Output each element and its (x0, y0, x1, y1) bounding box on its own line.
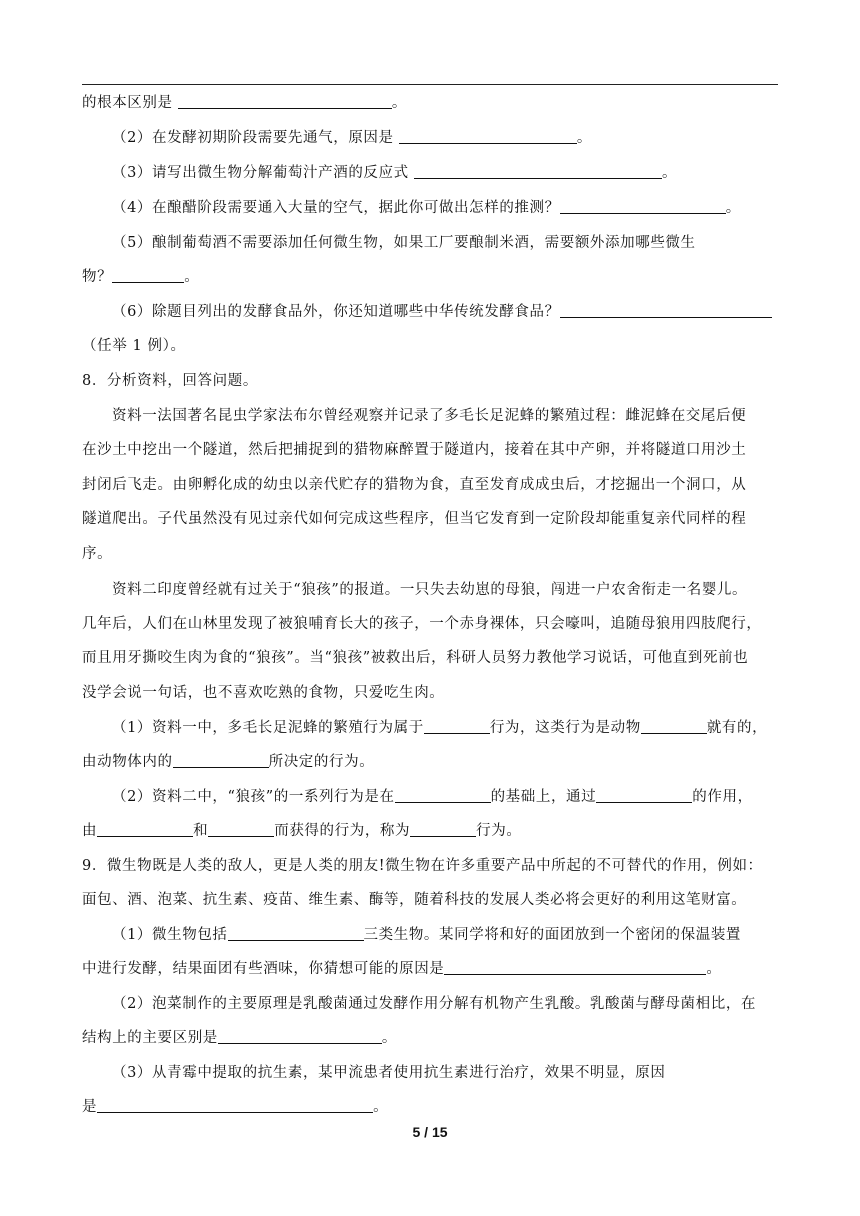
text-line: 序。 (82, 546, 113, 562)
answer-blank[interactable] (208, 822, 274, 837)
text-line: 资料二印度曾经就有过关于“狼孩”的报道。一只失去幼崽的母狼，闯进一户农舍衔走一名婴儿。 (112, 582, 748, 598)
text-line: （2）在发酵初期阶段需要先通气，原因是 。 (112, 130, 592, 146)
question-9-heading: 9．微生物既是人类的敌人，更是人类的朋友!微生物在许多重要产品中所起的不可替代的作用，例如： (82, 858, 763, 874)
text-line: 资料一法国著名昆虫学家法布尔曾经观察并记录了多毛长足泥蜂的繁殖过程：雌泥蜂在交尾后便 (112, 408, 747, 424)
text-line: （任举 1 例）。 (82, 338, 186, 354)
answer-blank[interactable] (560, 199, 726, 214)
answer-blank[interactable] (399, 129, 577, 144)
text-line: 而且用牙撕咬生肉为食的“狼孩”。当“狼孩”被救出后，科研人员努力教他学习说话，可他直到死前也 (82, 650, 749, 666)
text-line: 中进行发酵，结果面团有些酒味，你猜想可能的原因是 。 (82, 961, 722, 977)
answer-blank[interactable] (560, 303, 772, 318)
text-line: （1）资料一中，多毛长足泥蜂的繁殖行为属于 行为，这类行为是动物 就有的， (112, 720, 768, 736)
answer-blank[interactable] (444, 960, 706, 975)
answer-blank[interactable] (410, 822, 476, 837)
text-line: 在沙土中挖出一个隧道，然后把捕捉到的猎物麻醉置于隧道内，接着在其中产卵，并将隧道口用沙土 (82, 442, 747, 458)
text-line: 物？ 。 (82, 269, 200, 285)
answer-blank[interactable] (596, 788, 692, 803)
answer-blank[interactable] (173, 753, 269, 768)
text-line: （3）从青霉中提取的抗生素，某甲流患者使用抗生素进行治疗，效果不明显，原因 (112, 1065, 666, 1081)
text-line: 是 。 (82, 1099, 389, 1115)
answer-blank[interactable] (178, 94, 392, 109)
answer-blank[interactable] (641, 719, 707, 734)
text-line: 结构上的主要区别是 。 (82, 1030, 398, 1046)
text-line: （1）微生物包括 三类生物。某同学将和好的面团放到一个密闭的保温装置 (112, 927, 742, 943)
text-line: （4）在酿醋阶段需要通入大量的空气，据此你可做出怎样的推测？ 。 (112, 200, 741, 216)
text-line: 隧道爬出。子代虽然没有见过亲代如何完成这些程序，但当它发育到一定阶段却能重复亲代同样的程 (82, 511, 747, 527)
text-line: 没学会说一句话，也不喜欢吃熟的食物，只爱吃生肉。 (82, 685, 445, 701)
text-line: 由动物体内的 所决定的行为。 (82, 754, 375, 770)
text-line: 几年后，人们在山林里发现了被狼哺育长大的孩子，一个赤身裸体，只会嚎叫，追随母狼用四肢爬行， (82, 616, 762, 632)
text-line: 的根本区别是 。 (82, 95, 407, 111)
text-line: （2）资料二中，“狼孩”的一系列行为是在 的基础上，通过 的作用， (112, 789, 753, 805)
text-line: 封闭后飞走。由卵孵化成的幼虫以亲代贮存的猎物为食，直至发育成成虫后，才挖掘出一个洞口，从 (82, 477, 747, 493)
text-line: （6）除题目列出的发酵食品外，你还知道哪些中华传统发酵食品？ (112, 302, 812, 322)
question-8-heading: 8．分析资料，回答问题。 (82, 373, 258, 389)
answer-blank[interactable] (414, 164, 662, 179)
text-line: （5）酿制葡萄酒不需要添加任何微生物，如果工厂要酿制米酒，需要额外添加哪些微生 (112, 235, 696, 251)
answer-blank[interactable] (97, 1098, 373, 1113)
header-rule (82, 84, 778, 85)
page-number: 5 / 15 (412, 1124, 448, 1140)
answer-blank[interactable] (112, 268, 184, 283)
answer-blank[interactable] (424, 719, 490, 734)
text-line: 面包、酒、泡菜、抗生素、疫苗、维生素、酶等，随着科技的发展人类必将会更好的利用这笔财富。 (82, 892, 747, 908)
answer-blank[interactable] (395, 788, 491, 803)
text-line: （2）泡菜制作的主要原理是乳酸菌通过发酵作用分解有机物产生乳酸。乳酸菌与酵母菌相比，在 (112, 996, 757, 1012)
text-line: （3）请写出微生物分解葡萄汁产酒的反应式 。 (112, 165, 678, 181)
answer-blank[interactable] (218, 1029, 382, 1044)
text-line: 由 和 而获得的行为，称为 行为。 (82, 823, 522, 839)
answer-blank[interactable] (97, 822, 193, 837)
answer-blank[interactable] (228, 926, 364, 941)
